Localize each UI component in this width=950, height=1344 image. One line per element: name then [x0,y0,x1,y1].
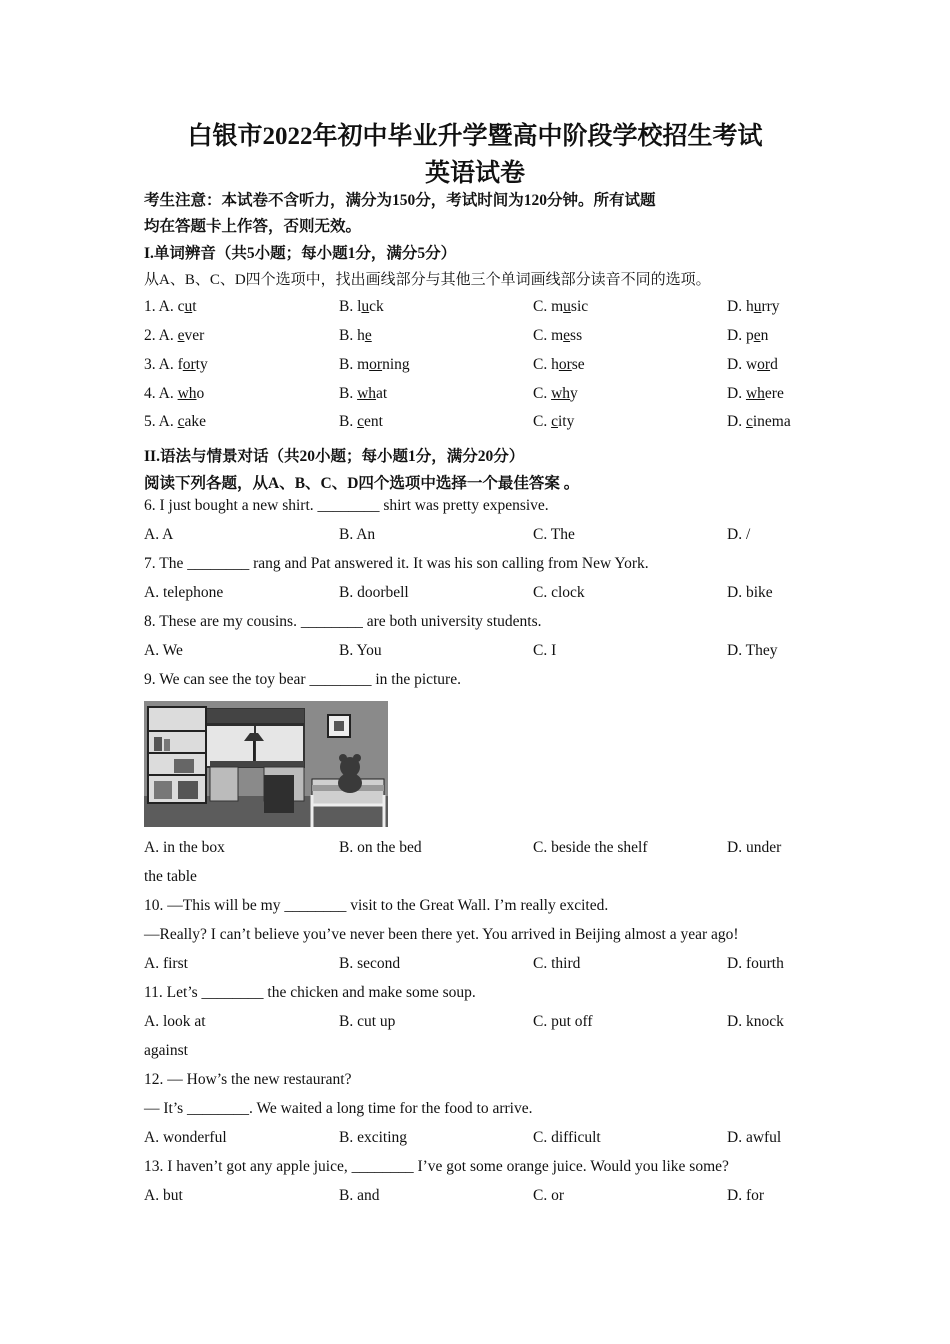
option-c[interactable]: C. difficult [533,1129,601,1146]
option-d-wrap: against [144,1042,188,1059]
option-text: sic [570,298,589,315]
option-b[interactable] [339,298,384,316]
option-text: D. w [727,356,758,373]
option-a[interactable] [144,413,206,431]
option-a[interactable]: A. in the box [144,839,225,856]
option-text: se [571,356,585,373]
option-b[interactable]: B. exciting [339,1129,408,1146]
underlined-letters: wh [357,385,377,402]
option-text: o [196,385,205,402]
option-a[interactable] [144,327,204,345]
underlined-letters: c [551,413,558,430]
option-b[interactable]: B. doorbell [339,584,409,601]
option-c[interactable] [533,356,585,374]
option-d[interactable]: D. bike [727,584,773,601]
section-2-heading: II.语法与情景对话（共20小题；每小题1分，满分20分） [144,448,525,465]
option-text: t [192,298,197,315]
options-row [144,642,824,664]
phonetics-row [144,298,824,320]
options-row [144,1187,824,1209]
option-a[interactable]: A. first [144,955,188,972]
section-1-instruction: 从A、B、C、D四个选项中，找出画线部分与其他三个单词画线部分读音不同的选项。 [144,272,711,288]
option-text: ity [557,413,575,430]
options-row [144,955,824,977]
option-b[interactable]: B. second [339,955,401,972]
question-stem-reply: — It’s ________. We waited a long time for the food to arrive. [144,1100,533,1117]
option-d[interactable] [727,327,768,345]
option-text: 3. A. f [144,356,183,373]
option-c[interactable]: C. beside the shelf [533,839,648,856]
option-a[interactable]: A. wonderful [144,1129,227,1146]
option-text: 4. A. [144,385,178,402]
underlined-letters: u [563,298,571,315]
option-text: rry [761,298,780,315]
option-d[interactable]: D. under [727,839,782,856]
option-d[interactable]: D. knock [727,1013,784,1030]
option-text: C. [533,385,552,402]
option-d[interactable]: D. for [727,1187,765,1204]
option-text: C. h [533,356,559,373]
bedroom-picture [144,701,388,827]
underlined-letters: c [357,413,364,430]
option-a[interactable] [144,298,197,316]
underlined-letters: c [745,413,753,430]
option-text: B. [339,413,358,430]
option-text: C. m [533,298,564,315]
option-c[interactable]: C. clock [533,584,585,601]
underlined-letters: or [558,356,572,373]
option-text: B. h [339,327,365,344]
option-d[interactable]: D. / [727,526,751,543]
option-text: D. [727,385,746,402]
option-text: 2. A. [144,327,178,344]
underlined-letters: wh [177,385,197,402]
question-stem: 8. These are my cousins. ________ are both university students. [144,613,542,630]
options-row [144,584,824,606]
section-2-instruction: 阅读下列各题，从A、B、C、D四个选项中选择一个最佳答案 。 [144,475,580,492]
option-b[interactable]: B. on the bed [339,839,422,856]
option-d[interactable]: D. awful [727,1129,782,1146]
option-text: y [570,385,578,402]
option-text: ent [363,413,383,430]
phonetics-row [144,413,824,435]
question-stem: 9. We can see the toy bear ________ in the picture. [144,671,461,688]
option-c[interactable] [533,327,582,345]
option-text: B. l [339,298,362,315]
underlined-letters: c [177,413,185,430]
option-d-wrap: the table [144,868,197,885]
notice-line-1: 考生注意：本试卷不含听力，满分为150分，考试时间为120分钟。所有试题 [144,192,656,209]
option-d[interactable] [727,298,780,316]
option-a[interactable]: A. telephone [144,584,224,601]
question-stem: 13. I haven’t got any apple juice, ________ I’ve got some orange juice. Would you like some? [144,1158,729,1175]
phonetics-row [144,385,824,407]
options-row [144,1129,824,1151]
underlined-letters: wh [551,385,571,402]
phonetics-row [144,356,824,378]
question-stem-reply: —Really? I can’t believe you’ve never been there yet. You arrived in Beijing almost a year ago! [144,926,739,943]
option-text: D. [727,413,746,430]
option-c[interactable] [533,385,578,403]
option-text: inema [752,413,791,430]
option-text: ss [570,327,583,344]
option-b[interactable] [339,413,383,431]
options-row [144,839,824,861]
option-d[interactable]: D. fourth [727,955,784,972]
option-c[interactable] [533,413,574,431]
option-text: C. m [533,327,564,344]
underlined-letters: e [753,327,761,344]
option-b[interactable]: B. You [339,642,382,659]
question-stem: 7. The ________ rang and Pat answered it. It was his son calling from New York. [144,555,649,572]
option-c[interactable] [533,298,588,316]
underlined-letters: u [361,298,370,315]
option-text: 1. A. c [144,298,185,315]
option-text: D. p [727,327,754,344]
option-b[interactable] [339,385,387,403]
option-text: 5. A. [144,413,178,430]
underlined-letters: u [753,298,762,315]
option-text: ning [382,356,410,373]
underlined-letters: or [182,356,196,373]
underlined-letters: or [757,356,771,373]
option-c[interactable]: C. third [533,955,581,972]
underlined-letters: e [364,327,372,344]
exam-title: 白银市2022年初中毕业升学暨高中阶段学校招生考试 [187,123,763,150]
option-b[interactable]: B. An [339,526,376,543]
underlined-letters: e [177,327,185,344]
exam-subtitle: 英语试卷 [424,160,525,187]
option-text: ver [184,327,205,344]
options-row [144,526,824,548]
question-stem: 12. — How’s the new restaurant? [144,1071,352,1088]
option-text: d [770,356,778,373]
option-a[interactable]: A. We [144,642,183,659]
underlined-letters: or [369,356,383,373]
option-b[interactable] [339,356,410,374]
option-b[interactable]: B. and [339,1187,380,1204]
option-text: ck [369,298,384,315]
option-a[interactable] [144,385,204,403]
option-c[interactable]: C. put off [533,1013,593,1030]
option-text: n [760,327,769,344]
option-a[interactable]: A. but [144,1187,183,1204]
question-stem: 11. Let’s ________ the chicken and make some soup. [144,984,476,1001]
option-a[interactable] [144,356,208,374]
option-d[interactable] [727,356,778,374]
underlined-letters: e [563,327,571,344]
option-b[interactable] [339,327,372,345]
option-c[interactable]: C. The [533,526,575,543]
phonetics-row [144,327,824,349]
option-d[interactable] [727,413,791,431]
underlined-letters: wh [745,385,765,402]
section-1-heading: I.单词辨音（共5小题；每小题1分，满分5分） [144,245,457,262]
option-text: at [376,385,388,402]
underlined-letters: u [184,298,193,315]
option-text: ere [764,385,784,402]
option-b[interactable]: B. cut up [339,1013,396,1030]
notice-line-2: 均在答题卡上作答，否则无效。 [144,218,362,235]
option-text: ty [195,356,208,373]
option-c[interactable]: C. I [533,642,557,659]
option-text: C. [533,413,552,430]
question-stem: 6. I just bought a new shirt. ________ shirt was pretty expensive. [144,497,549,514]
option-a[interactable]: A. A [144,526,174,543]
option-a[interactable]: A. look at [144,1013,206,1030]
option-d[interactable]: D. They [727,642,778,659]
option-text: B. [339,385,358,402]
option-text: B. m [339,356,370,373]
option-text: D. h [727,298,754,315]
question-stem: 10. —This will be my ________ visit to the Great Wall. I’m really excited. [144,897,609,914]
option-c[interactable]: C. or [533,1187,564,1204]
option-text: ake [184,413,206,430]
options-row [144,1013,824,1035]
option-d[interactable] [727,385,784,403]
